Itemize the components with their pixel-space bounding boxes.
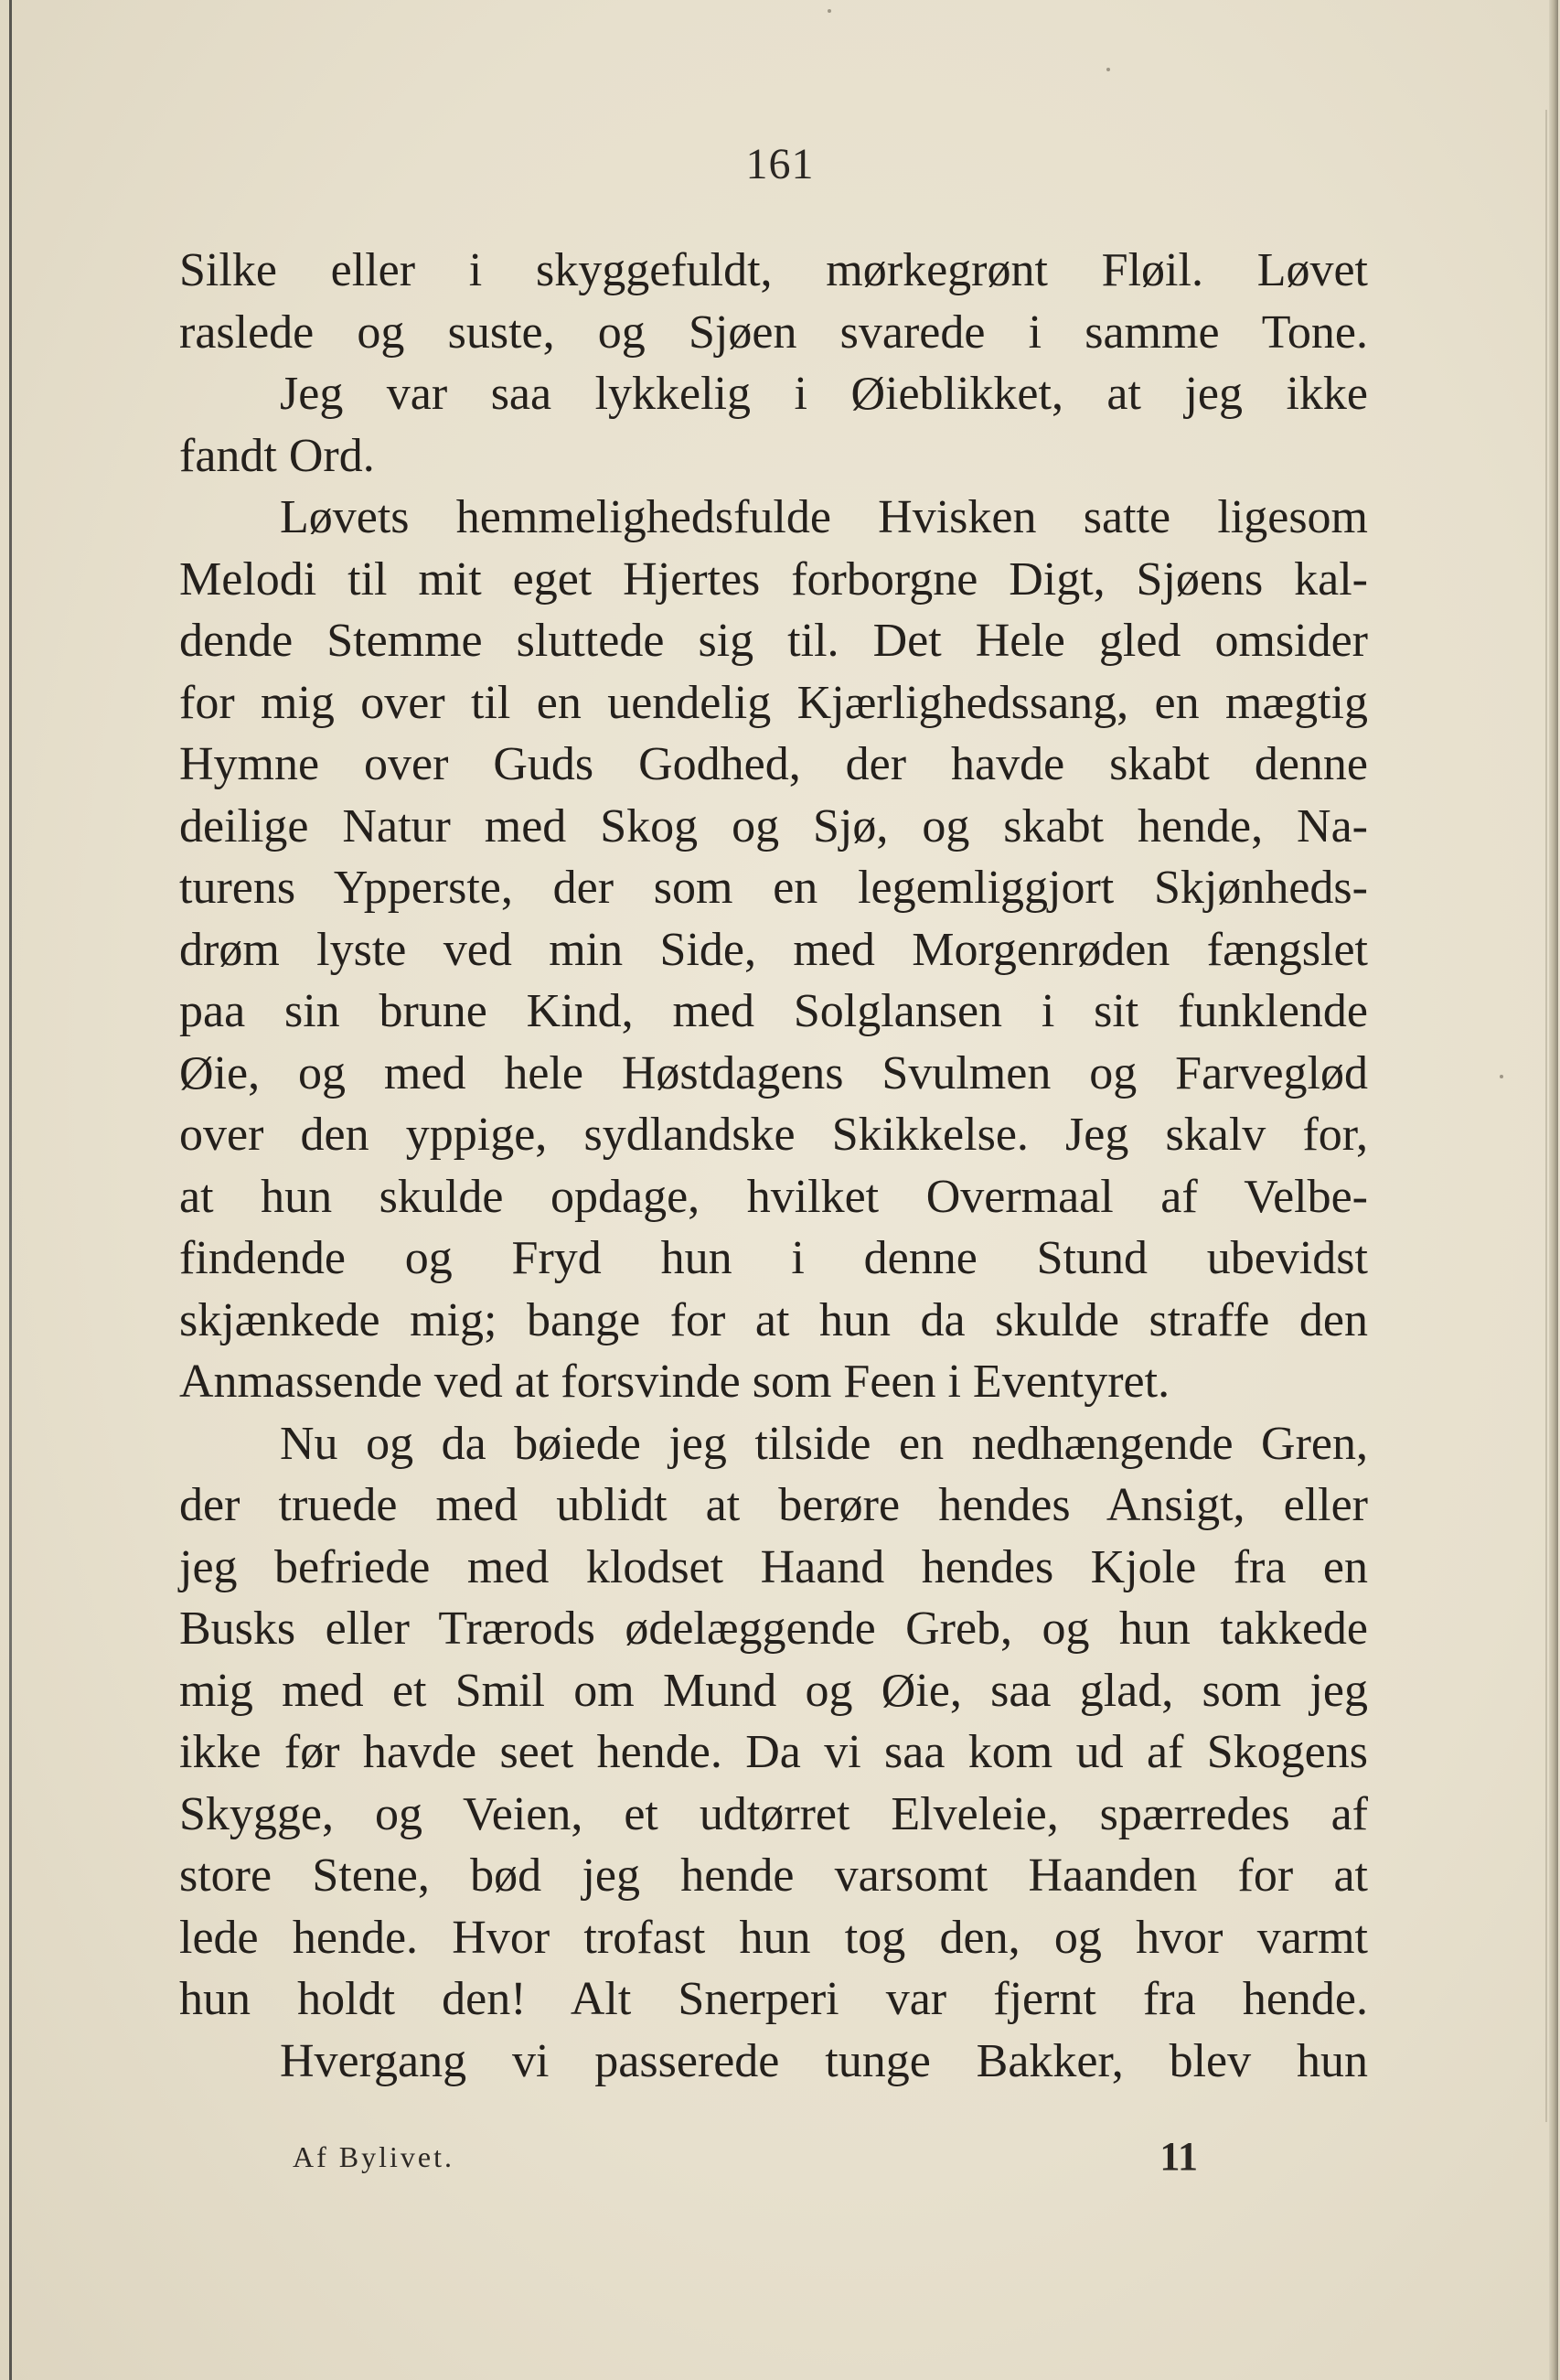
page-right-edge — [1549, 0, 1558, 2380]
text-line: Nu og da bøiede jeg tilside en nedhængende Gren, — [280, 1417, 1368, 1470]
text-line: Melodi til mit eget Hjertes forborgne Digt, Sjøens kal- — [179, 552, 1368, 606]
paper-speck — [1106, 68, 1110, 71]
text-line: turens Ypperste, der som en legemliggjort Skjønheds- — [179, 862, 1368, 914]
text-line: der truede med ublidt at berøre hendes Ansigt, eller — [179, 1479, 1368, 1531]
page-left-edge — [9, 0, 12, 2380]
text-line: findende og Fryd hun i denne Stund ubevidst — [179, 1232, 1368, 1284]
text-line: Løvets hemmelighedsfulde Hvisken satte ligesom — [280, 491, 1368, 543]
page-right-shadow-line — [1545, 110, 1547, 2122]
text-line: skjænkede mig; bange for at hun da skulde straffe den — [179, 1293, 1368, 1346]
text-line: Anmassende ved at forsvinde som Feen i Eventyret. — [179, 1356, 1170, 1408]
text-line: paa sin brune Kind, med Solglansen i sit funklende — [179, 985, 1368, 1037]
footer-signature-mark: 11 — [1159, 2134, 1198, 2179]
text-line: Skygge, og Veien, et udtørret Elveleie, spærredes af — [179, 1787, 1368, 1840]
text-line: Øie, og med hele Høstdagens Svulmen og Farveglød — [179, 1046, 1368, 1099]
paper-speck — [828, 9, 831, 13]
text-line: deilige Natur med Skog og Sjø, og skabt hende, Na- — [179, 799, 1368, 852]
text-line: Busks eller Trærods ødelæggende Greb, og hun takkede — [179, 1603, 1368, 1655]
text-line: over den yppige, sydlandske Skikkelse. Jeg skalv for, — [179, 1109, 1368, 1161]
text-line: at hun skulde opdage, hvilket Overmaal af Velbe- — [179, 1170, 1368, 1223]
text-line: fandt Ord. — [179, 429, 375, 482]
body-text — [179, 240, 1368, 2092]
text-line: ikke før havde seet hende. Da vi saa kom ud af Skogens — [179, 1726, 1368, 1778]
page-footer — [293, 2133, 1198, 2188]
text-line: Jeg var saa lykkelig i Øieblikket, at jeg ikke — [280, 368, 1368, 420]
text-line: drøm lyste ved min Side, med Morgenrøden fængslet — [179, 923, 1368, 976]
text-line: raslede og suste, og Sjøen svarede i samme Tone. — [179, 306, 1368, 359]
text-line: dende Stemme sluttede sig til. Det Hele gled omsider — [179, 615, 1368, 667]
text-line: Silke eller i skyggefuldt, mørkegrønt Fløil. Løvet — [179, 244, 1368, 296]
text-line: for mig over til en uendelig Kjærlighedssang, en mægtig — [179, 676, 1368, 729]
text-line: jeg befriede med klodset Haand hendes Kjole fra en — [179, 1540, 1368, 1593]
text-line: Hvergang vi passerede tunge Bakker, blev hun — [280, 2034, 1368, 2087]
text-line: mig med et Smil om Mund og Øie, saa glad, som jeg — [179, 1664, 1368, 1717]
paper-speck — [1500, 1075, 1503, 1078]
text-line: lede hende. Hvor trofast hun tog den, og hvor varmt — [179, 1911, 1368, 1964]
text-line: store Stene, bød jeg hende varsomt Haanden for at — [179, 1849, 1368, 1902]
page-number: 161 — [745, 140, 815, 188]
text-line: hun holdt den! Alt Snerperi var fjernt fra hende. — [179, 1973, 1368, 2025]
footer-signature: Af Bylivet. — [293, 2140, 454, 2173]
text-line: Hymne over Guds Godhed, der havde skabt denne — [179, 738, 1368, 790]
